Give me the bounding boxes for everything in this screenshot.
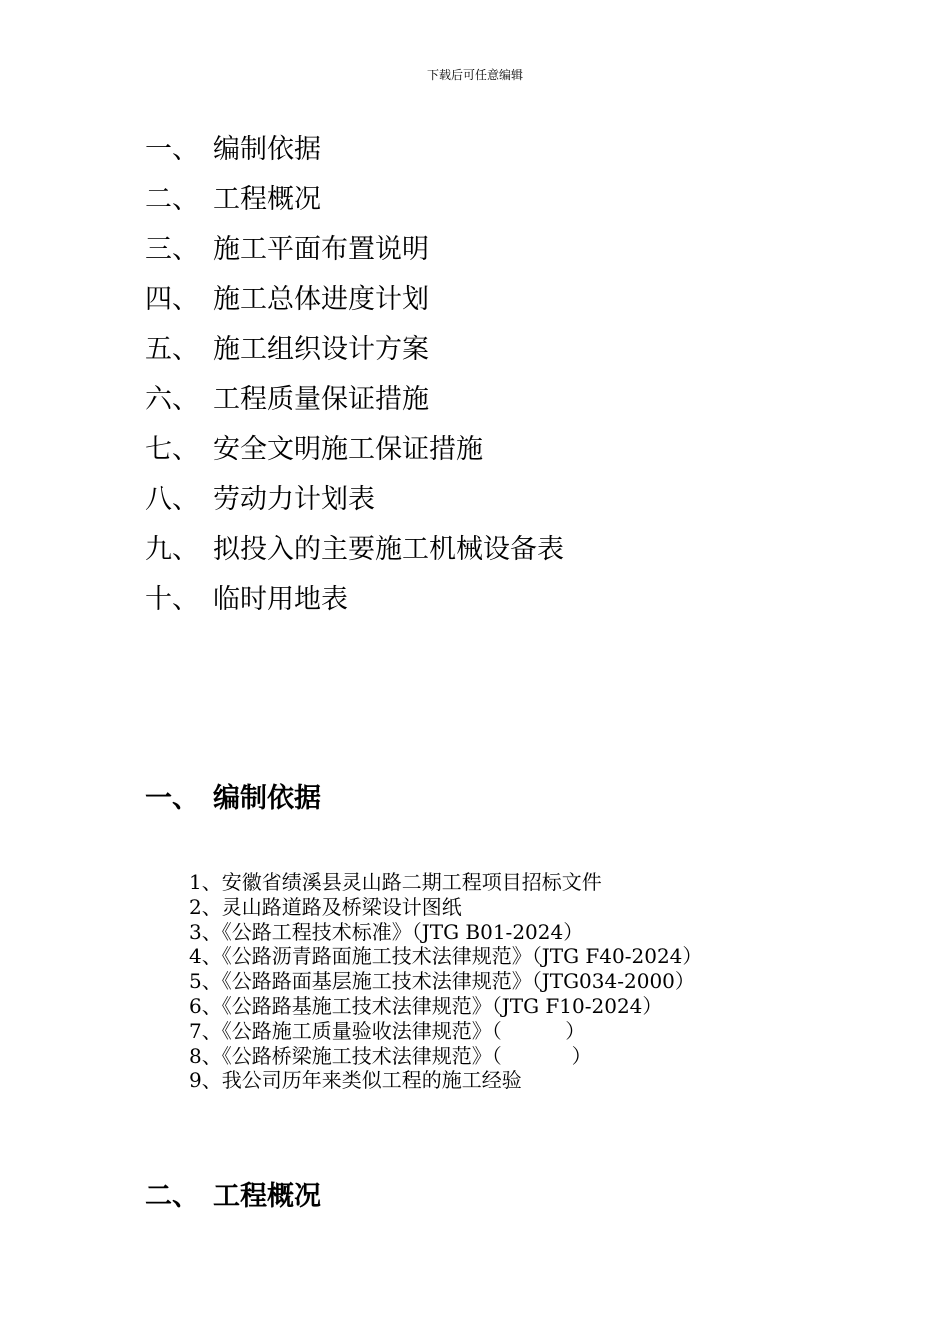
- toc-item-number: 五、: [145, 334, 199, 365]
- toc-item-title: 编制依据: [213, 134, 321, 165]
- toc-item-title: 施工组织设计方案: [213, 334, 429, 365]
- section-heading-overview: [145, 1174, 321, 1213]
- section-title: 编制依据: [213, 783, 321, 814]
- toc-item: [145, 530, 564, 580]
- table-of-contents: [145, 130, 564, 630]
- page-header-note: 下载后可任意编辑: [426, 68, 523, 82]
- toc-item: [145, 230, 564, 280]
- toc-item: [145, 480, 564, 530]
- toc-item-number: 一、: [145, 134, 199, 165]
- toc-item: [145, 430, 564, 480]
- toc-item-number: 四、: [145, 284, 199, 315]
- list-item: 4、《公路沥青路面施工技术法律规范》（JTG F40-2024）: [189, 944, 703, 969]
- toc-item-number: 九、: [145, 534, 199, 565]
- toc-item: [145, 580, 564, 630]
- toc-item-number: 三、: [145, 234, 199, 265]
- section-number: 二、: [145, 1181, 199, 1212]
- toc-item-title: 拟投入的主要施工机械设备表: [213, 534, 564, 565]
- section-heading-basis: [145, 776, 321, 815]
- toc-item: [145, 130, 564, 180]
- toc-item: [145, 380, 564, 430]
- toc-item-title: 临时用地表: [213, 584, 348, 615]
- list-item: 7、《公路施工质量验收法律规范》（ ）: [189, 1018, 586, 1043]
- toc-item-title: 安全文明施工保证措施: [213, 434, 483, 465]
- toc-item-title: 工程质量保证措施: [213, 384, 429, 415]
- toc-item-title: 工程概况: [213, 184, 321, 215]
- list-item: 9、我公司历年来类似工程的施工经验: [189, 1068, 522, 1093]
- toc-item: [145, 280, 564, 330]
- toc-item-number: 十、: [145, 584, 199, 615]
- section-number: 一、: [145, 783, 199, 814]
- list-item: 8、《公路桥梁施工技术法律规范》（ ）: [189, 1043, 592, 1068]
- basis-list: [189, 870, 702, 1093]
- list-item: 6、《公路路基施工技术法律规范》（JTG F10-2024）: [189, 993, 663, 1018]
- toc-item-number: 八、: [145, 484, 199, 515]
- toc-item: [145, 330, 564, 380]
- toc-item-number: 六、: [145, 384, 199, 415]
- section-title: 工程概况: [213, 1181, 321, 1212]
- list-item: 1、安徽省绩溪县灵山路二期工程项目招标文件: [189, 870, 602, 894]
- toc-item-title: 施工平面布置说明: [213, 234, 429, 265]
- toc-item-title: 施工总体进度计划: [213, 284, 429, 315]
- toc-item: [145, 180, 564, 230]
- list-item: 5、《公路路面基层施工技术法律规范》（JTG034-2000）: [189, 969, 695, 994]
- toc-item-title: 劳动力计划表: [213, 484, 375, 515]
- toc-item-number: 七、: [145, 434, 199, 465]
- list-item: 2、灵山路道路及桥梁设计图纸: [189, 894, 462, 919]
- list-item: 3、《公路工程技术标准》（JTG B01-2024）: [189, 919, 584, 944]
- toc-item-number: 二、: [145, 184, 199, 215]
